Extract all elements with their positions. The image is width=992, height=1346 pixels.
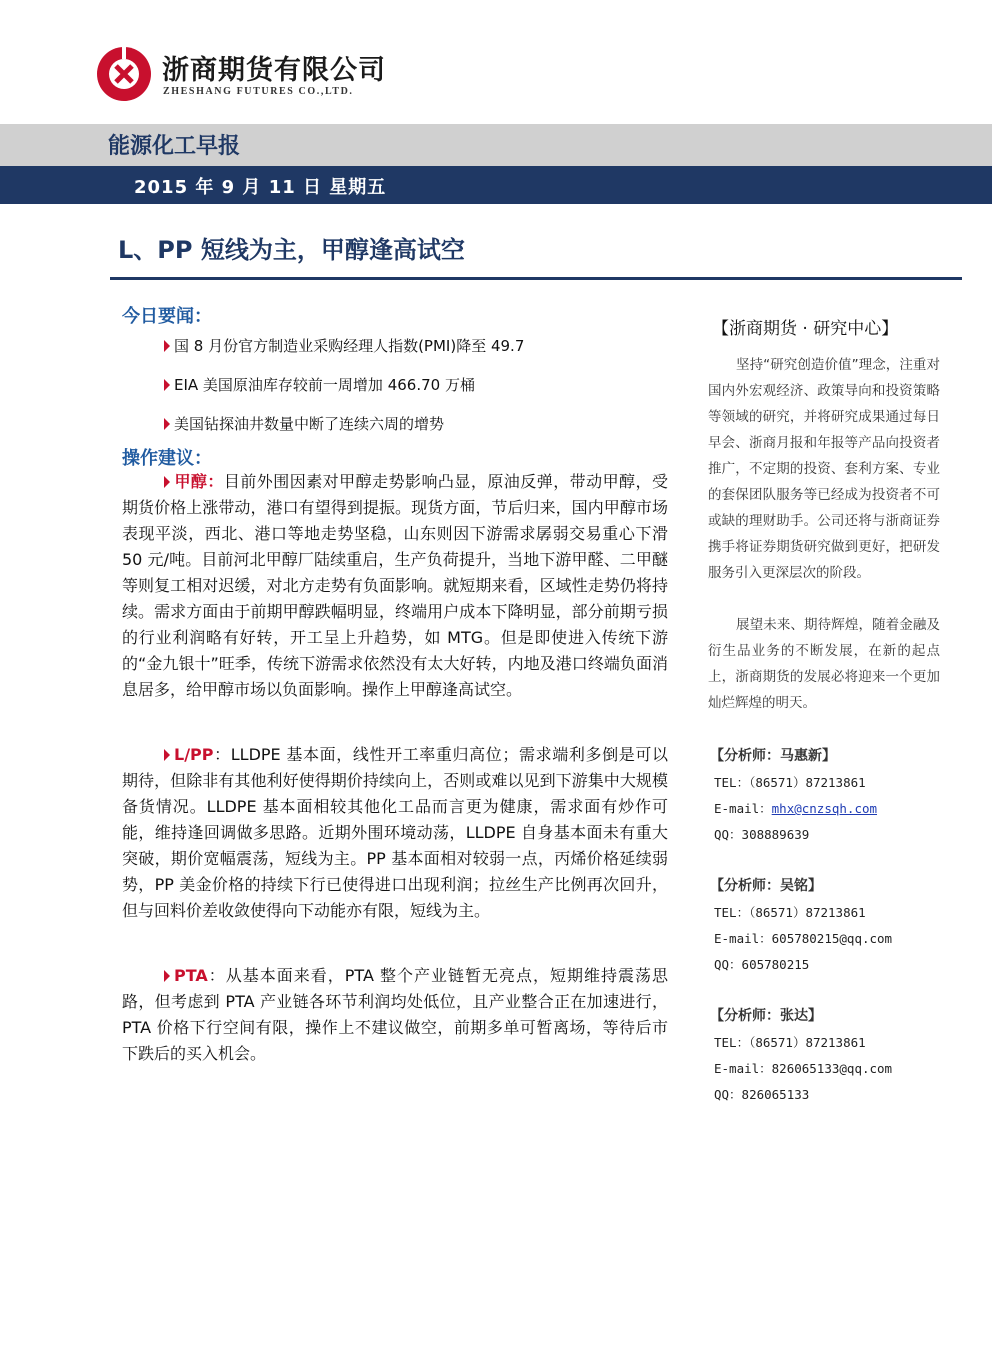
- research-center-title: 【浙商期货 · 研究中心】: [712, 319, 899, 339]
- report-type: 能源化工早报: [108, 134, 241, 159]
- analyst-email-link[interactable]: 826065133@qq.com: [771, 1061, 893, 1076]
- analyst-tel: TEL：（86571）87213861: [714, 1035, 866, 1050]
- research-center-intro: 坚持“研究创造价值”理念，注重对国内外宏观经济、政策导向和投资策略等领域的研究，并将研究成果通过每日早会、浙商月报和年报等产品向投资者推广，不定期的投资、套利方案、专业的套保团队服务等已经成为投资者不可或缺的理财助手。公司还将与浙商证券携手将证券期货研究做到更好，把研发服务引入更深层次的阶段。: [708, 357, 940, 581]
- analyst-name: 【分析师：张达】: [710, 1008, 822, 1024]
- bullet-arrow-icon: [164, 970, 170, 982]
- analyst-tel: TEL：（86571）87213861: [714, 905, 866, 920]
- advice-lpp: [122, 742, 668, 924]
- news-item: 美国钻探油井数量中断了连续六周的增势: [164, 413, 444, 434]
- methanol-text: 目前外围因素对甲醇走势影响凸显，原油反弹，带动甲醇，受期货价格上涨带动，港口有望得到提振。现货方面，节后归来，国内甲醇市场表现平淡，西北、港口等地走势坚稳，山东则因下游需求孱弱交易重心下滑 50 元/吨。目前河北甲醇厂陆续重启，生产负荷提升，当地下游甲醛、二甲醚等则复工相对迟缓，对北方走势有负面影响。就短期来看，区域性走势仍将持续。需求方面由于前期甲醇跌幅明显，终端用户成本下降明显，部分前期亏损的行业利润略有好转，开工呈上升趋势，如 MTG。但是即使进入传统下游的“金九银十”旺季，传统下游需求依然没有太大好转，内地及港口终端负面消息居多，给甲醇市场以负面影响。操作上甲醇逢高试空。: [122, 472, 668, 699]
- pta-text: ：从基本面来看，PTA 整个产业链暂无亮点，短期维持震荡思路，但考虑到 PTA 产业链各环节利润均处低位，且产业整合正在加速进行，PTA 价格下行空间有限，操作上不建议做空，前期多单可暂离场，等待后市下跌后的买入机会。: [122, 966, 668, 1063]
- analyst-email-link[interactable]: 605780215@qq.com: [771, 931, 893, 946]
- headline: L、PP 短线为主，甲醇逢高试空: [118, 236, 465, 264]
- advice-methanol: [122, 469, 668, 703]
- bullet-arrow-icon: [164, 476, 170, 488]
- analyst-email: E-mail：mhx@cnzsqh.com: [714, 801, 878, 816]
- zheshang-logo-icon: [96, 46, 152, 102]
- advice-pta: [122, 963, 668, 1067]
- analyst-email: E-mail：605780215@qq.com: [714, 931, 893, 946]
- headline-divider: [110, 277, 962, 280]
- analyst-email: E-mail：826065133@qq.com: [714, 1061, 893, 1076]
- report-date: 2015 年 9 月 11 日 星期五: [134, 177, 387, 198]
- advice-section-title: 操作建议：: [122, 448, 212, 469]
- bullet-arrow-icon: [164, 749, 170, 761]
- news-section-title: 今日要闻：: [122, 306, 212, 327]
- news-item: 国 8 月份官方制造业采购经理人指数(PMI)降至 49.7: [164, 335, 524, 356]
- analyst-tel: TEL：（86571）87213861: [714, 775, 866, 790]
- company-name-en: ZHESHANG FUTURES CO.,LTD.: [163, 86, 354, 97]
- analyst-qq: QQ：605780215: [714, 957, 810, 972]
- pta-label: PTA: [174, 966, 208, 985]
- research-center-outlook: 展望未来、期待辉煌，随着金融及衍生品业务的不断发展，在新的起点上，浙商期货的发展必将迎来一个更加灿烂辉煌的明天。: [708, 617, 940, 711]
- analyst-qq: QQ：308889639: [714, 827, 810, 842]
- lpp-label: L/PP: [174, 745, 214, 764]
- company-name-cn: 浙商期货有限公司: [162, 55, 386, 86]
- lpp-text: ：LLDPE 基本面，线性开工率重归高位；需求端利多倒是可以期待，但除非有其他利好使得期价持续向上，否则或难以见到下游集中大规模备货情况。LLDPE 基本面相较其他化工品而言更为健康，需求面有炒作可能，维持逢回调做多思路。近期外围环境动荡，LLDPE 自身基本面未有重大突破，期价宽幅震荡，短线为主。PP 基本面相对较弱一点，丙烯价格延续弱势，PP 美金价格的持续下行已使得进口出现利润；拉丝生产比例再次回升，但与回料价差收敛使得向下动能亦有限，短线为主。: [122, 745, 668, 920]
- analyst-name: 【分析师：马惠新】: [710, 748, 836, 764]
- analyst-qq: QQ：826065133: [714, 1087, 810, 1102]
- analyst-email-link[interactable]: mhx@cnzsqh.com: [771, 801, 878, 816]
- bullet-arrow-icon: [164, 418, 170, 430]
- bullet-arrow-icon: [164, 379, 170, 391]
- news-item: EIA 美国原油库存较前一周增加 466.70 万桶: [164, 374, 475, 395]
- bullet-arrow-icon: [164, 340, 170, 352]
- analyst-name: 【分析师：吴铭】: [710, 878, 822, 894]
- methanol-label: 甲醇：: [174, 472, 224, 491]
